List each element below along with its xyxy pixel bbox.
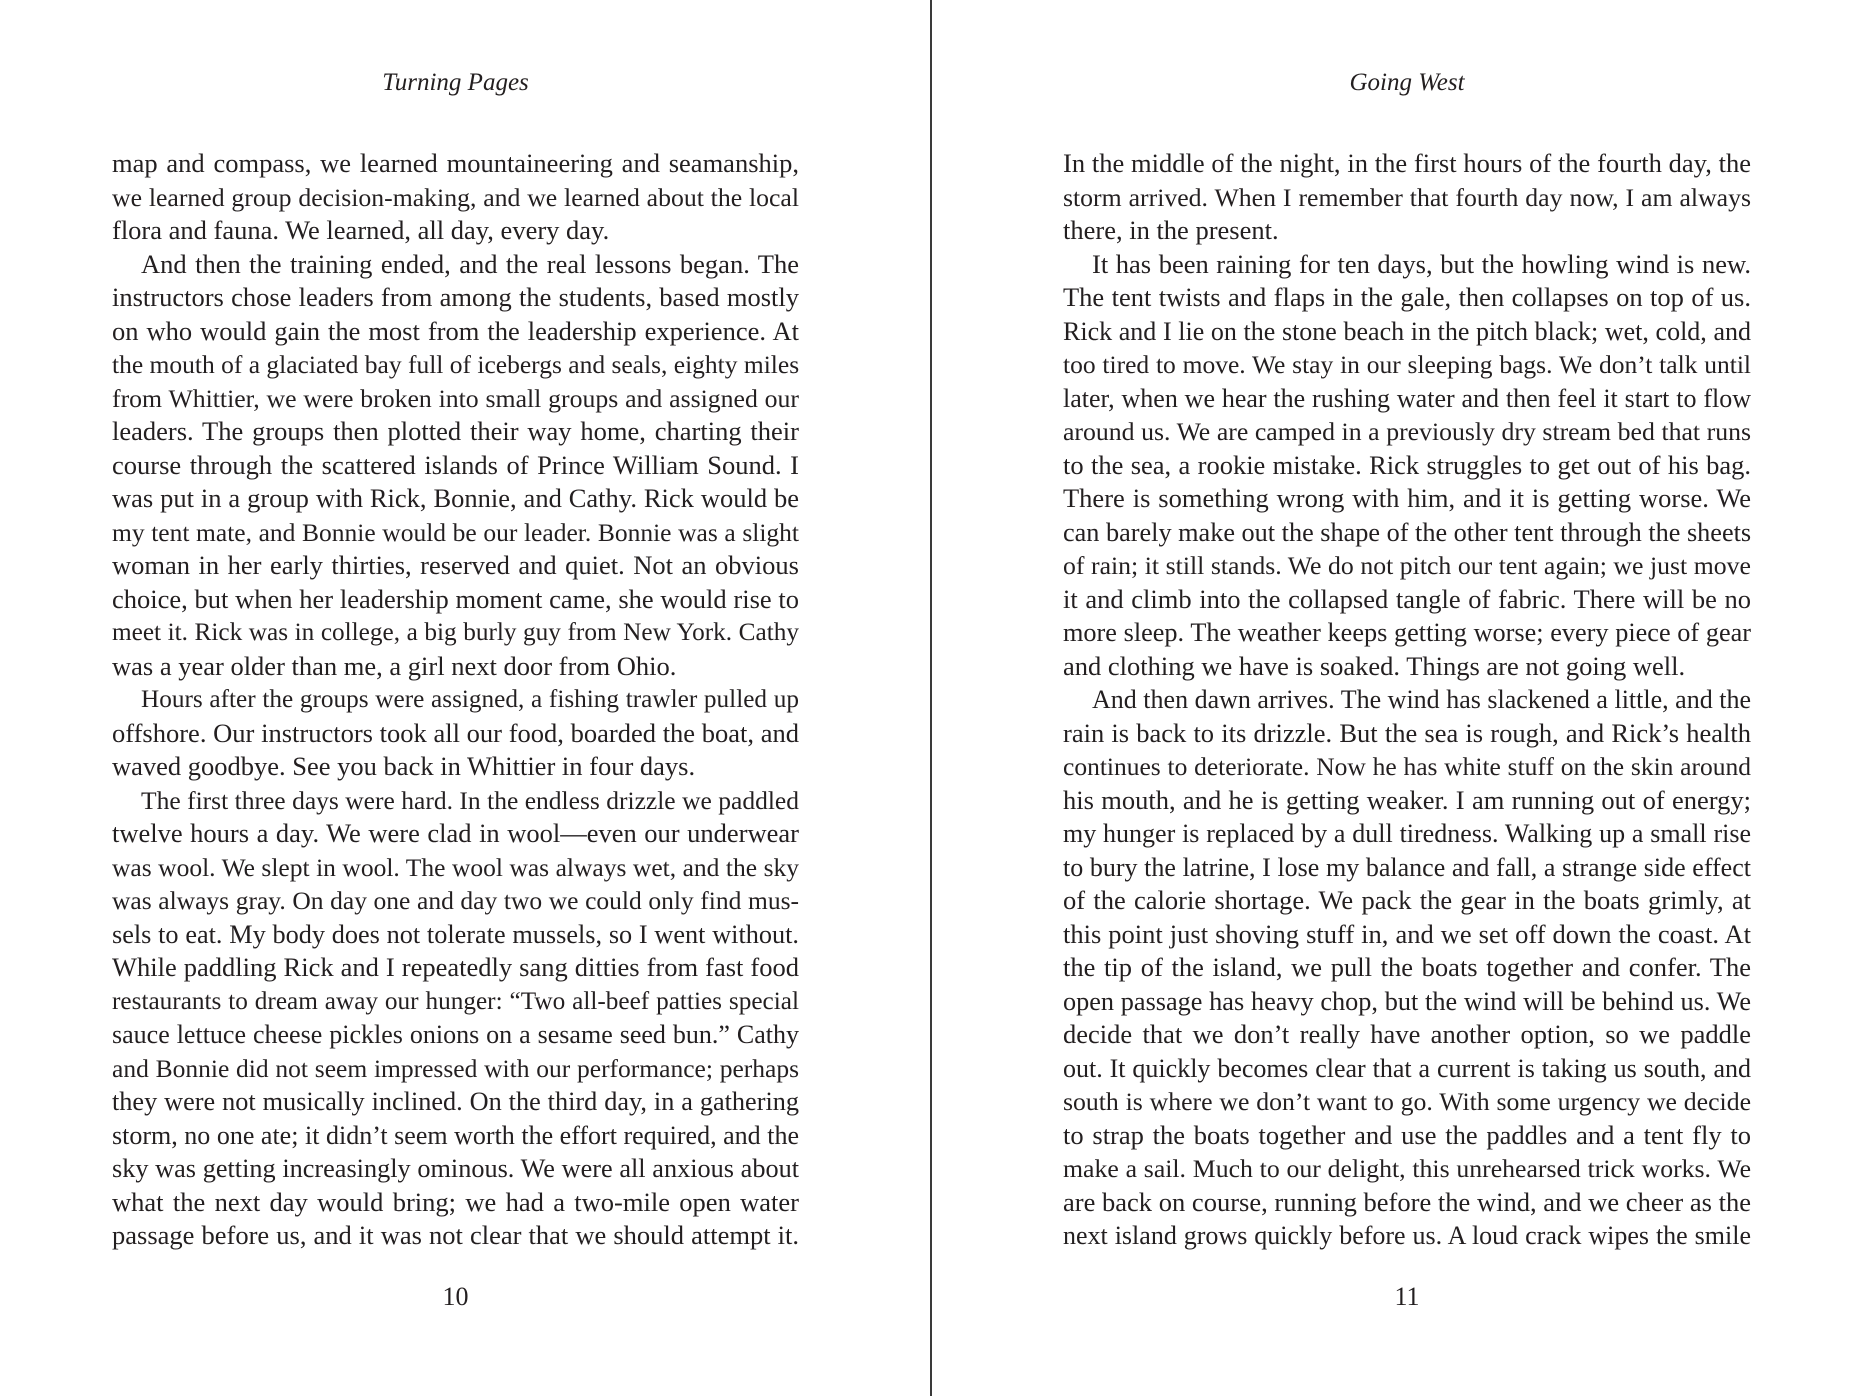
- text-line: woman in her early thirties, reserved and quiet. Not an obvious: [112, 550, 799, 580]
- text-line: It has been raining for ten days, but the howling wind is new.: [1092, 248, 1751, 279]
- text-line: they were not musically inclined. On the third day, in a gathering: [112, 1087, 799, 1116]
- left-running-head: Turning Pages: [382, 69, 529, 96]
- text-line: of the calorie shortage. We pack the gear in the boats grimly, at: [1063, 885, 1751, 915]
- text-line: The first three days were hard. In the endless drizzle we paddled: [141, 785, 799, 815]
- text-line: offshore. Our instructors took all our food, boarded the boat, and: [112, 717, 799, 748]
- text-line: was a year older than me, a girl next door from Ohio.: [112, 650, 677, 681]
- text-line: out. It quickly becomes clear that a current is taking us south, and: [1063, 1053, 1751, 1083]
- text-line: While paddling Rick and I repeatedly sang ditties from fast food: [112, 952, 799, 982]
- text-line: leaders. The groups then plotted their way home, charting their: [112, 416, 799, 446]
- text-line: of rain; it still stands. We do not pitch our tent again; we just move: [1063, 551, 1751, 580]
- right-page: [1063, 0, 1751, 1396]
- text-line: decide that we don’t really have another option, so we paddle: [1063, 1019, 1751, 1049]
- text-line: was wool. We slept in wool. The wool was always wet, and the sky: [112, 852, 799, 882]
- text-line: And then dawn arrives. The wind has slackened a little, and the: [1092, 685, 1751, 714]
- text-line: storm arrived. When I remember that fourth day now, I am always: [1063, 182, 1751, 212]
- text-line: the mouth of a glaciated bay full of icebergs and seals, eighty miles: [112, 350, 799, 379]
- text-line: was always gray. On day one and day two we could only find mus-: [112, 886, 799, 915]
- text-line: to strap the boats together and use the paddles and a tent fly to: [1063, 1119, 1751, 1150]
- text-line: There is something wrong with him, and it is getting worse. We: [1063, 483, 1751, 513]
- text-line: my tent mate, and Bonnie would be our leader. Bonnie was a slight: [112, 517, 799, 547]
- text-line: his mouth, and he is getting weaker. I am running out of energy;: [1063, 784, 1751, 815]
- text-line: rain is back to its drizzle. But the sea is rough, and Rick’s health: [1063, 717, 1751, 748]
- text-line: continues to deteriorate. Now he has white stuff on the skin around: [1063, 752, 1751, 781]
- right-running-head: Going West: [1349, 69, 1465, 96]
- text-line: sauce lettuce cheese pickles onions on a sesame seed bun.” Cathy: [112, 1020, 799, 1049]
- text-line: are back on course, running before the wind, and we cheer as the: [1063, 1186, 1751, 1217]
- text-line: The tent twists and flaps in the gale, then collapses on top of us.: [1063, 282, 1751, 312]
- text-line: Hours after the groups were assigned, a fishing trawler pulled up: [141, 685, 799, 713]
- text-line: my hunger is replaced by a dull tiredness. Walking up a small rise: [1063, 819, 1751, 848]
- left-body-text: [112, 147, 799, 1253]
- text-line: and clothing we have is soaked. Things are not going well.: [1063, 650, 1686, 681]
- text-line: next island grows quickly before us. A loud crack wipes the smile: [1063, 1221, 1751, 1250]
- text-line: it and climb into the collapsed tangle of fabric. There will be no: [1063, 583, 1751, 614]
- text-line: there, in the present.: [1063, 215, 1279, 245]
- right-body-text: [1063, 147, 1751, 1253]
- text-line: map and compass, we learned mountaineering and seamanship,: [112, 148, 799, 178]
- text-line: can barely make out the shape of the other tent through the sheets: [1063, 517, 1751, 547]
- text-line: this point just shoving stuff in, and we set off down the coast. At: [1063, 918, 1751, 949]
- text-line: around us. We are camped in a previously dry stream bed that runs: [1063, 417, 1751, 446]
- text-line: south is where we don’t want to go. With some urgency we decide: [1063, 1087, 1751, 1116]
- text-line: what the next day would bring; we had a two-mile open water: [112, 1186, 799, 1217]
- text-line: waved goodbye. See you back in Whittier in four days.: [112, 751, 696, 781]
- text-line: sels to eat. My body does not tolerate mussels, so I went without.: [112, 919, 799, 949]
- text-line: storm, no one ate; it didn’t seem worth the effort required, and the: [112, 1120, 799, 1150]
- text-line: from Whittier, we were broken into small groups and assigned our: [112, 383, 799, 413]
- text-line: In the middle of the night, in the first hours of the fourth day, the: [1063, 148, 1751, 178]
- text-line: twelve hours a day. We were clad in wool—even our underwear: [112, 818, 799, 848]
- text-line: too tired to move. We stay in our sleeping bags. We don’t talk until: [1063, 350, 1751, 379]
- text-line: open passage has heavy chop, but the wind will be behind us. We: [1063, 986, 1751, 1016]
- text-line: meet it. Rick was in college, a big burly guy from New York. Cathy: [112, 618, 799, 646]
- text-line: choice, but when her leadership moment came, she would rise to: [112, 583, 799, 614]
- text-line: on who would gain the most from the leadership experience. At: [112, 315, 799, 346]
- text-line: to the sea, a rookie mistake. Rick struggles to get out of his bag.: [1063, 449, 1751, 480]
- text-line: we learned group decision-making, and we learned about the local: [112, 182, 799, 212]
- text-line: was put in a group with Rick, Bonnie, and Cathy. Rick would be: [112, 483, 799, 513]
- text-line: to bury the latrine, I lose my balance and fall, a strange side effect: [1063, 852, 1751, 882]
- text-line: and Bonnie did not seem impressed with our performance; perhaps: [112, 1053, 799, 1083]
- text-line: course through the scattered islands of Prince William Sound. I: [112, 449, 799, 480]
- text-line: restaurants to dream away our hunger: “Two all-beef patties special: [112, 986, 799, 1015]
- text-line: And then the training ended, and the real lessons began. The: [141, 248, 799, 279]
- text-line: make a sail. Much to our delight, this unrehearsed trick works. We: [1063, 1154, 1751, 1183]
- left-page: [112, 0, 799, 1396]
- left-page-number: 10: [442, 1282, 469, 1311]
- text-line: later, when we hear the rushing water and then feel it start to flow: [1063, 383, 1751, 413]
- text-line: instructors chose leaders from among the students, based mostly: [112, 282, 799, 312]
- text-line: flora and fauna. We learned, all day, every day.: [112, 215, 610, 245]
- text-line: more sleep. The weather keeps getting worse; every piece of gear: [1063, 618, 1751, 647]
- text-line: the tip of the island, we pull the boats together and confer. The: [1063, 952, 1751, 982]
- right-page-number: 11: [1394, 1282, 1420, 1311]
- page-gutter-divider: [930, 0, 932, 1396]
- text-line: Rick and I lie on the stone beach in the pitch black; wet, cold, and: [1063, 316, 1751, 346]
- text-line: sky was getting increasingly ominous. We were all anxious about: [112, 1154, 799, 1183]
- text-line: passage before us, and it was not clear that we should attempt it.: [112, 1220, 799, 1250]
